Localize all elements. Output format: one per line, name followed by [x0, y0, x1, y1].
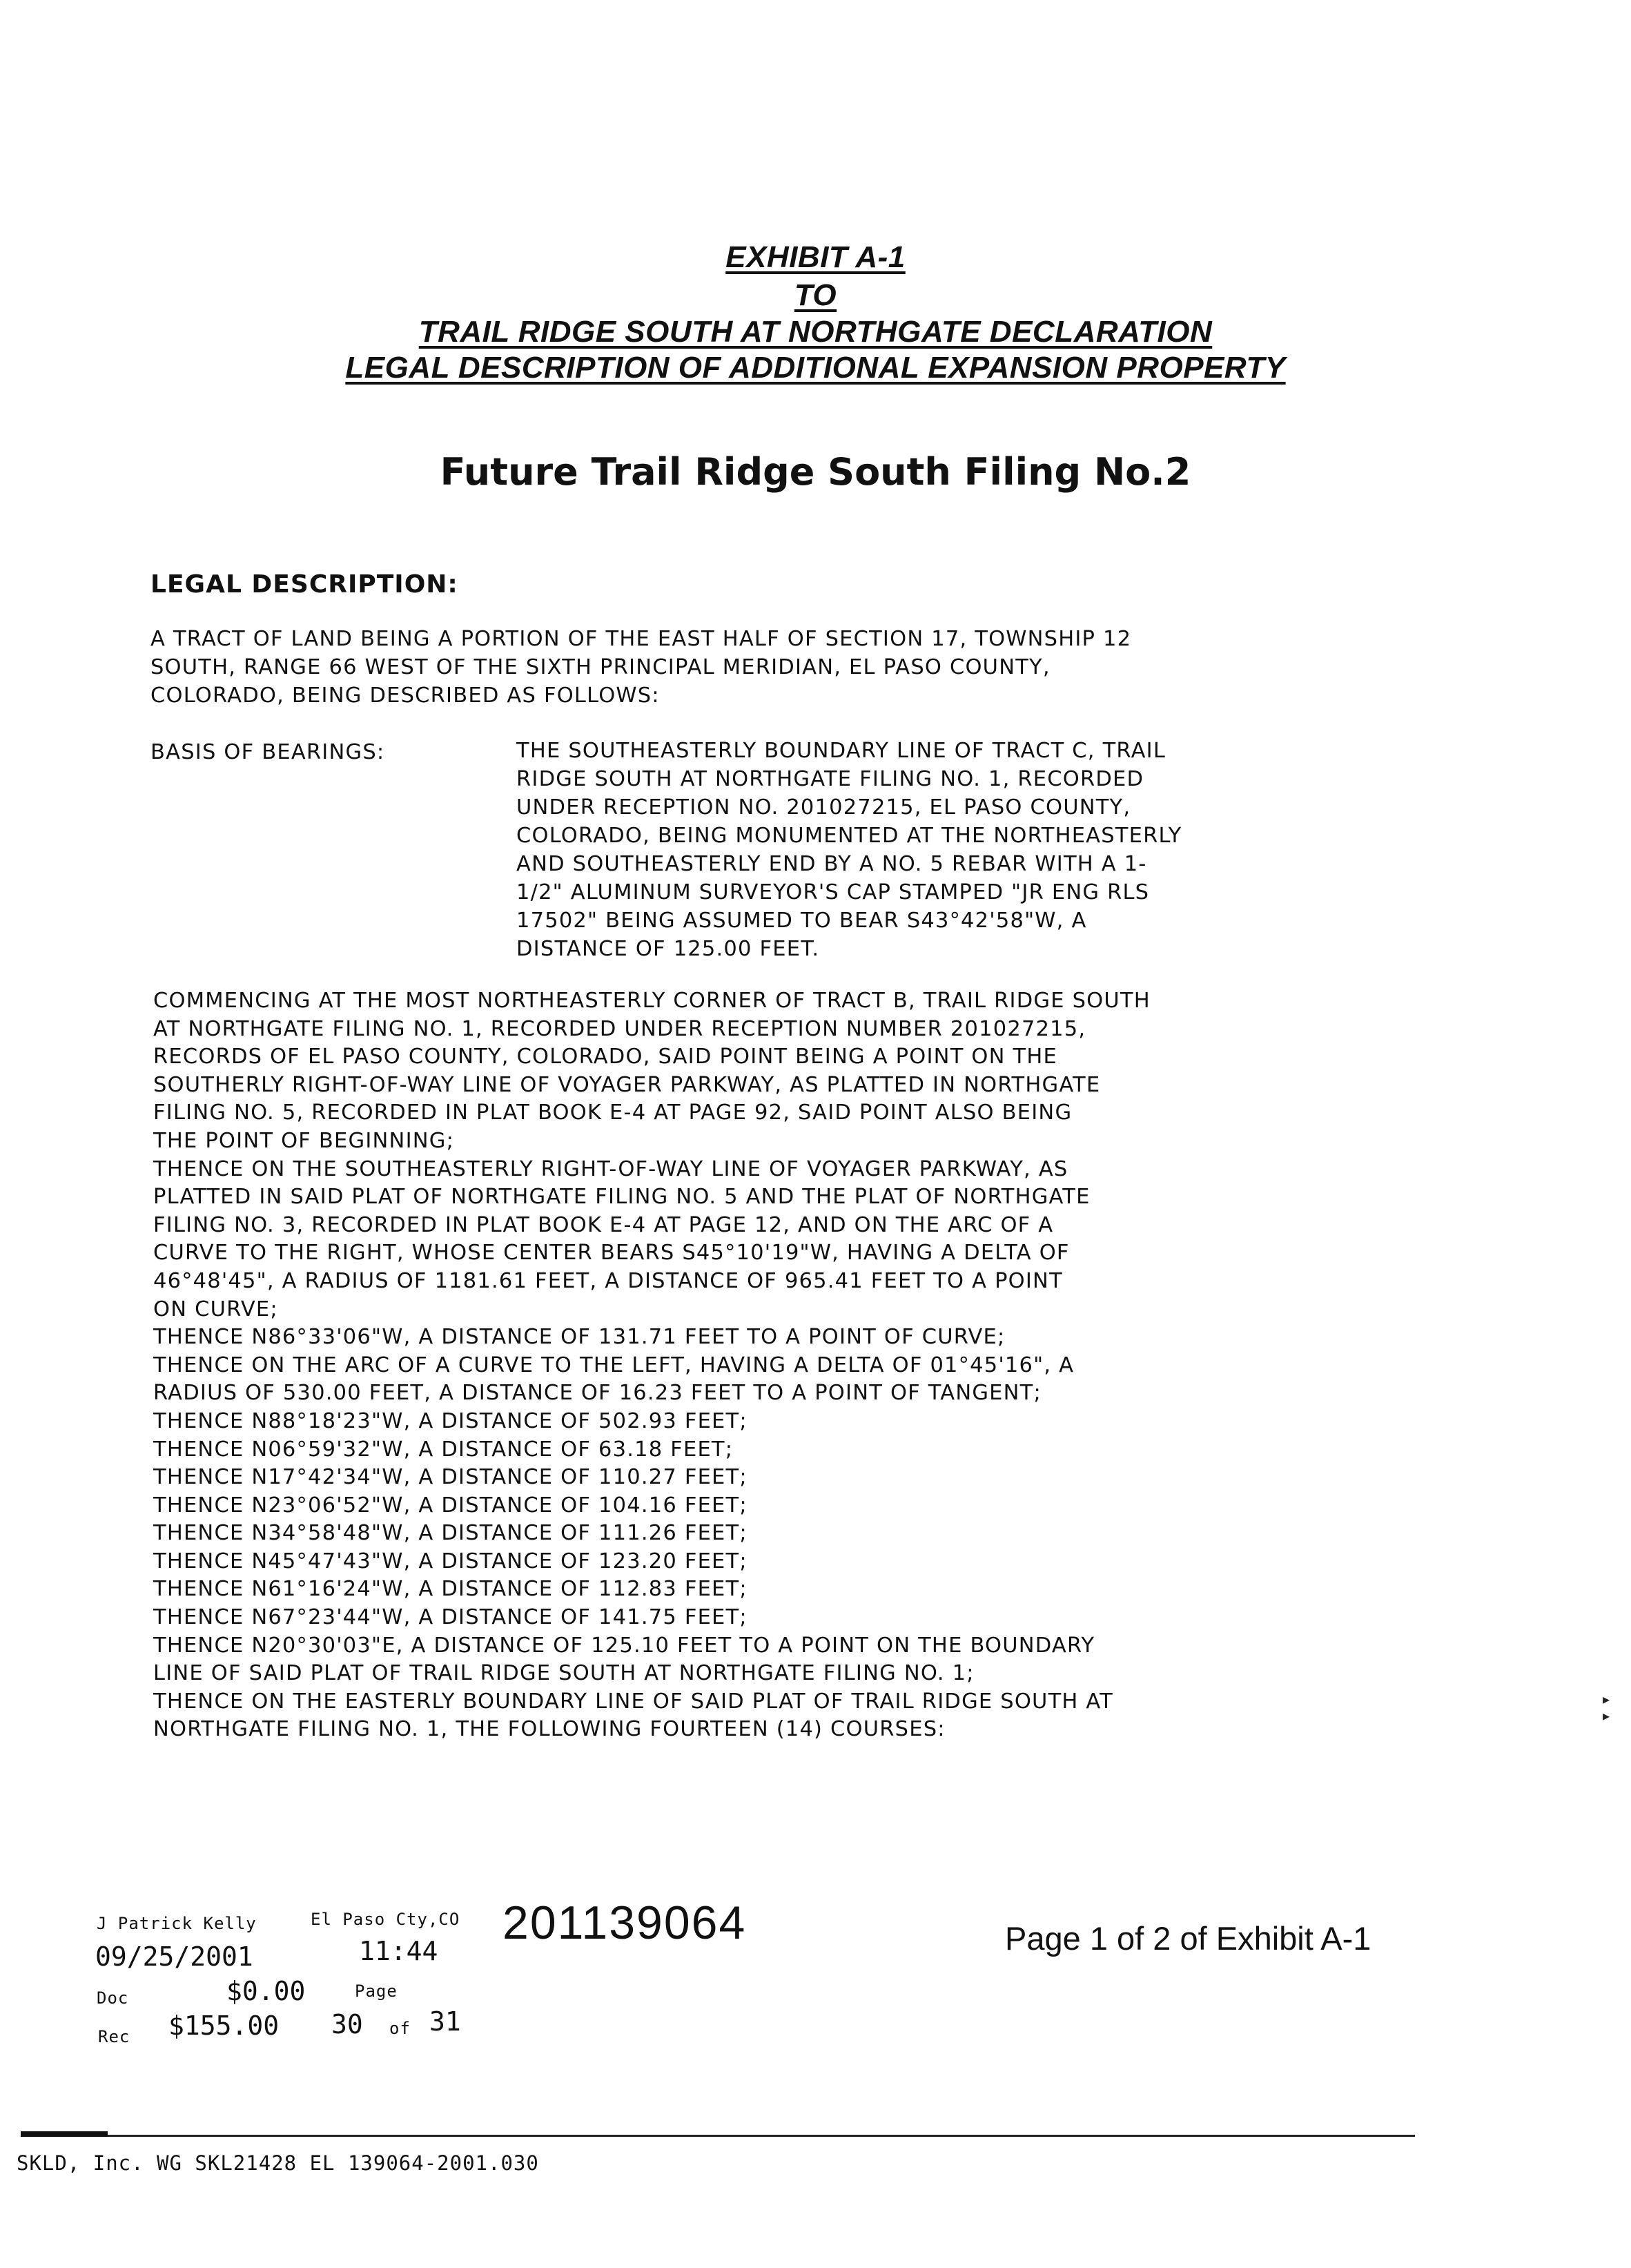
stamp-page-total: 31 [429, 2006, 461, 2037]
basis-of-bearings-text: THE SOUTHEASTERLY BOUNDARY LINE OF TRACT C, TRAIL RIDGE SOUTH AT NORTHGATE FILING NO. 1, RECORDED UNDER RECEPTION NO. 201027215, EL PASO COUNTY, COLORADO, BEING MONUMENTED AT THE NORTHEASTERLY AND SOUTHEASTERLY END BY A NO. 5 REBAR WITH A 1- 1/2" ALUMINUM SURVEYOR'S CAP STAMPED "JR ENG RLS 17502" BEING ASSUMED TO BEAR S43°42'58"W, A DISTANCE OF 125.00 FEET. [516, 739, 1182, 961]
scan-mark-icon: ▸ [1603, 1709, 1610, 1724]
intro-paragraph: A TRACT OF LAND BEING A PORTION OF THE EAST HALF OF SECTION 17, TOWNSHIP 12 SOUTH, RANGE 66 WEST OF THE SIXTH PRINCIPAL MERIDIAN, EL PASO COUNTY, COLORADO, BEING DESCRIBED AS FOLLOWS: [150, 627, 1132, 708]
recording-time: 11:44 [359, 1936, 438, 1966]
stamp-of-label: of [389, 2019, 411, 2038]
footer-text: SKLD, Inc. WG SKL21428 EL 139064-2001.030 [17, 2151, 539, 2175]
basis-of-bearings-label: BASIS OF BEARINGS: [150, 740, 385, 764]
filing-subtitle: Future Trail Ridge South Filing No.2 [440, 450, 1191, 494]
page-indicator: Page 1 of 2 of Exhibit A-1 [1005, 1920, 1371, 1957]
exhibit-to: TO [794, 278, 837, 312]
page-label-small: Page [355, 1981, 398, 2001]
stamp-page-number: 30 [331, 2009, 363, 2039]
footer-divider [21, 2135, 1415, 2137]
metes-and-bounds-description: COMMENCING AT THE MOST NORTHEASTERLY CORNER OF TRACT B, TRAIL RIDGE SOUTH AT NORTHGATE FILING NO. 1, RECORDED UNDER RECEPTION NUMBER 201027215, RECORDS OF EL PASO COUNTY, COLORADO, SAID POINT BEING A POINT ON THE SOUTHERLY RIGHT-OF-WAY LINE OF VOYAGER PARKWAY, AS PLATTED IN NORTHGATE FILING NO. 5, RECORDED IN PLAT BOOK E-4 AT PAGE 92, SAID POINT ALSO BEING THE POINT OF BEGINNING; THENCE ON THE SOUTHEASTERLY RIGHT-OF-WAY LINE OF VOYAGER PARKWAY, AS PLATTED IN SAID PLAT OF NORTHGATE FILING NO. 5 AND THE PLAT OF NORTHGATE FILING NO. 3, RECORDED IN PLAT BOOK E-4 AT PAGE 12, AND ON THE ARC OF A CURVE TO THE RIGHT, WHOSE CENTER BEARS S45°10'19"W, HAVING A DELTA OF 46°48'45", A RADIUS OF 1181.61 FEET, A DISTANCE OF 965.41 FEET TO A POINT ON CURVE; THENCE N86°33'06"W, A DISTANCE OF 131.71 FEET TO A POINT OF CURVE; THENCE ON THE ARC OF A CURVE TO THE LEFT, HAVING A DELTA OF 01°45'16", A RADIUS OF 530.00 FEET, A DISTANCE OF 16.23 FEET TO A POINT OF TANGENT; THENCE N88°18'23"W, A DISTANCE OF 502.93 FEET; THENCE N06°59'32"W, A DISTANCE OF 63.18 FEET; THENCE N17°42'34"W, A DISTANCE OF 110.27 FEET; THENCE N23°06'52"W, A DISTANCE OF 104.16 FEET; THENCE N34°58'48"W, A DISTANCE OF 111.26 FEET; THENCE N45°47'43"W, A DISTANCE OF 123.20 FEET; THENCE N61°16'24"W, A DISTANCE OF 112.83 FEET; THENCE N67°23'44"W, A DISTANCE OF 141.75 FEET; THENCE N20°30'03"E, A DISTANCE OF 125.10 FEET TO A POINT ON THE BOUNDARY LINE OF SAID PLAT OF TRAIL RIDGE SOUTH AT NORTHGATE FILING NO. 1; THENCE ON THE EASTERLY BOUNDARY LINE OF SAID PLAT OF TRAIL RIDGE SOUTH AT NORTHGATE FILING NO. 1, THE FOLLOWING FOURTEEN (14) COURSES: [153, 989, 1151, 1742]
rec-fee: $155.00 [168, 2010, 280, 2041]
rec-fee-label: Rec [98, 2027, 130, 2046]
recorder-name: J Patrick Kelly [97, 1914, 257, 1933]
legal-description-title: LEGAL DESCRIPTION OF ADDITIONAL EXPANSION PROPERTY [345, 351, 1286, 385]
recording-date: 09/25/2001 [95, 1941, 253, 1972]
exhibit-title: EXHIBIT A-1 [725, 240, 906, 274]
doc-fee: $0.00 [226, 1976, 306, 2006]
scan-mark-icon: ▸ [1603, 1692, 1610, 1707]
reception-number: 201139064 [502, 1897, 747, 1949]
declaration-title: TRAIL RIDGE SOUTH AT NORTHGATE DECLARATION [418, 315, 1213, 349]
doc-fee-label: Doc [97, 1988, 129, 2008]
footer-divider-mark [21, 2131, 108, 2137]
legal-description-heading: LEGAL DESCRIPTION: [150, 570, 458, 599]
recorder-county: El Paso Cty,CO [311, 1910, 460, 1929]
